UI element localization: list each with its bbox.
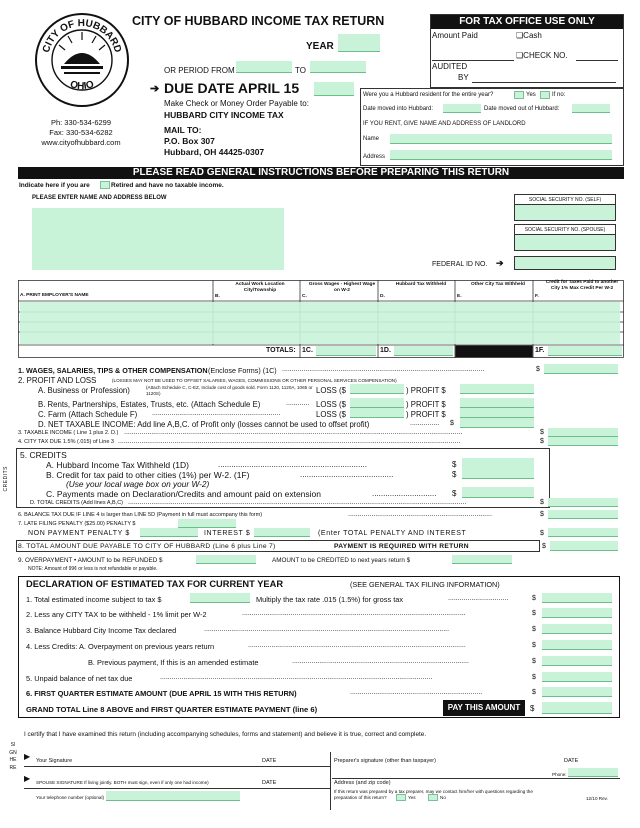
total-1c-field[interactable] [316, 346, 376, 356]
period-from-field[interactable] [236, 61, 292, 73]
arrow-icon: ➔ [150, 83, 160, 95]
declaration-line-4a-field[interactable] [542, 640, 612, 650]
name-address-label: PLEASE ENTER NAME AND ADDRESS BELOW [32, 195, 167, 201]
audited-label: AUDITED [432, 62, 468, 71]
line-2a-profit-field[interactable] [460, 384, 534, 394]
sign-here-label: SIGN HERE [9, 742, 17, 771]
total-1c-label: 1C. [302, 347, 313, 354]
line-2c-profit-label: ) PROFIT $ [406, 410, 446, 419]
line-5c-field[interactable] [462, 487, 534, 498]
declaration-line-4b-label: B. Previous payment, If this is an amended estimate [88, 658, 259, 667]
declaration-line-6-label: 6. FIRST QUARTER ESTIMATE AMOUNT (DUE APRIL 15 WITH THIS RETURN) [26, 689, 297, 698]
col-hubbard-withheld: Hubbard Tax Withheld [395, 282, 447, 287]
line-2c-profit-field[interactable] [460, 408, 534, 418]
employer-table [18, 280, 624, 358]
col-credit-other-city: Credit for Taxes Paid to another City 1% Max Credit Per W-2 [545, 280, 619, 291]
declaration-line-4b-field[interactable] [542, 656, 612, 666]
contact-no-label: No [440, 795, 446, 800]
line-4-field[interactable] [548, 437, 618, 446]
line-7-field[interactable] [548, 528, 618, 537]
line-5-label: 5. CREDITS [20, 450, 67, 460]
your-signature-date-label: DATE [262, 758, 277, 764]
preparer-phone-field[interactable] [568, 768, 618, 777]
line-2a-loss-label: LOSS ($ [316, 386, 346, 395]
credits-side-label: CREDITS [3, 466, 9, 492]
declaration-income-field[interactable] [190, 593, 250, 603]
line-2d-field[interactable] [460, 418, 534, 428]
landlord-name-label: Name [363, 136, 380, 142]
mail-to: MAIL TO: [164, 125, 202, 135]
col-other-city-withheld: Other City Tax Withheld [471, 282, 525, 287]
line-6-label: 6. BALANCE TAX DUE IF LINE 4 is larger than LINE 5D (Payment in full must accompany this form) [18, 512, 263, 518]
declaration-line-5-field[interactable] [542, 672, 612, 682]
period-from-label: OR PERIOD FROM [164, 66, 235, 75]
declaration-line-2-field[interactable] [542, 608, 612, 618]
total-1d-field[interactable] [394, 346, 453, 356]
preparer-phone-label: Phone: [552, 772, 567, 777]
line-8-field[interactable] [550, 541, 618, 551]
moved-out-field[interactable] [572, 104, 610, 113]
federal-id-field[interactable] [514, 256, 616, 270]
contact-yes-label: Yes [408, 795, 416, 800]
line-8-label: 8. TOTAL AMOUNT DUE PAYABLE TO CITY OF HUBBARD (Line 6 plus Line 7) [18, 543, 276, 550]
line-7c-label: INTEREST $ [204, 530, 251, 537]
ssn-spouse-label: SOCIAL SECURITY NO. (SPOUSE) [514, 224, 616, 235]
non-payment-penalty-field[interactable] [140, 528, 198, 537]
retired-prefix: Indicate here if you are [19, 182, 90, 189]
total-1f-label: 1F. [535, 347, 545, 354]
landlord-address-field[interactable] [390, 150, 612, 160]
contact-yes-checkbox[interactable] [396, 794, 406, 801]
declaration-ref: (SEE GENERAL TAX FILING INFORMATION) [350, 580, 500, 589]
totals-label: TOTALS: [266, 347, 296, 354]
line-2b-profit-field[interactable] [460, 398, 534, 408]
line-2b-profit-label: ) PROFIT $ [406, 400, 446, 409]
fax-number: Fax: 330-534-6282 [49, 128, 113, 137]
year-field[interactable] [338, 34, 380, 52]
credit-next-year-field[interactable] [452, 555, 512, 564]
landlord-address-label: Address [363, 154, 386, 160]
line-1-note: (Enclose Forms) (1C) [208, 366, 277, 375]
line-2c-loss-field[interactable] [350, 408, 404, 418]
col-b-letter: B. [215, 294, 220, 299]
col-c-letter: C. [302, 294, 307, 299]
due-date-field[interactable] [314, 82, 354, 96]
line-2a-loss-field[interactable] [350, 384, 404, 394]
line-3-label: 3. TAXABLE INCOME ( Line 1 plus 2. D.) [18, 430, 119, 436]
svg-text:CITY OF HUBBARD: CITY OF HUBBARD [40, 17, 124, 54]
grand-total-field[interactable] [542, 702, 612, 714]
resident-no-checkbox[interactable] [540, 91, 550, 99]
declaration-line-3-field[interactable] [542, 624, 612, 634]
col-gross-wages: Gross Wages - Highest Wage on W-2 [308, 282, 376, 293]
interest-field[interactable] [254, 528, 310, 537]
resident-yes-checkbox[interactable] [514, 91, 524, 99]
line-9-label: 9. OVERPAYMENT • AMOUNT to be REFUNDED $ [18, 557, 163, 564]
line-2a-profit-label: ) PROFIT $ [406, 386, 446, 395]
declaration-line-1-label: 1. Total estimated income subject to tax $ [26, 595, 162, 604]
resident-yes-label: Yes [526, 92, 536, 98]
declaration-line-2-label: 2. Less any CITY TAX to be withheld - 1% limit per W-2 [26, 610, 207, 619]
declaration-line-6-field[interactable] [542, 687, 612, 697]
preparer-address-label: Address (and zip code) [334, 780, 391, 786]
may-contact-label: If this return was prepared by a tax preparer, may we contact him/her with questions regarding the preparation of this return? [334, 789, 533, 800]
retired-checkbox[interactable] [100, 181, 110, 189]
period-to-field[interactable] [310, 61, 366, 73]
city-seal [34, 12, 130, 108]
spouse-signature-label: SPOUSE SIGNATURE If living jointly. BOTH must sign, even if only one had income) [36, 780, 209, 785]
instructions-banner: PLEASE READ GENERAL INSTRUCTIONS BEFORE PREPARING THIS RETURN [18, 167, 624, 179]
employer-rows-field[interactable] [20, 302, 620, 344]
line-5c-label: C. Payments made on Declaration/Credits and amount paid on extension [46, 489, 321, 499]
col-d-letter: D. [380, 294, 385, 299]
po-box: P.O. Box 307 [164, 136, 215, 146]
late-filing-penalty-field[interactable] [178, 519, 236, 528]
moved-into-label: Date moved into Hubbard: [363, 106, 434, 112]
payable-to: Make Check or Money Order Payable to: [164, 99, 309, 108]
office-title: FOR TAX OFFICE USE ONLY [431, 15, 623, 29]
arrow-right-icon: ➔ [496, 258, 504, 268]
line-1-label: 1. WAGES, SALARIES, TIPS & OTHER COMPENSATION [18, 366, 208, 375]
total-1f-field[interactable] [548, 346, 622, 356]
declaration-line-1-field[interactable] [542, 593, 612, 603]
line-9-note: NOTE: Amount of 99¢ or less is not refundable or payable. [28, 566, 158, 572]
line-2c-label: C. Farm (Attach Schedule F) [38, 410, 138, 419]
audited-by-label: BY [458, 73, 469, 82]
revision-label: 12/10 Rev. [586, 796, 608, 801]
line-2a-note: (Attach Schedule C, C-EZ, Include cost of goods sold. Form 1120, 1120A, 1065 or 1120S) [146, 385, 313, 396]
cash-checkbox[interactable]: ❏Cash [516, 31, 542, 40]
line-5b-note: (Use your local wage box on your W-2) [66, 479, 210, 489]
line-5b-label: B. Credit for tax paid to other cities (1%) per W-2. (1F) [46, 470, 250, 480]
contact-no-checkbox[interactable] [428, 794, 438, 801]
page-title: CITY OF HUBBARD INCOME TAX RETURN [132, 14, 385, 28]
preparer-date-label: DATE [564, 758, 579, 764]
line-5b-field[interactable] [462, 468, 534, 479]
check-no-checkbox[interactable]: ❏CHECK NO. [516, 51, 568, 60]
line-7d-label: (Enter TOTAL PENALTY AND INTEREST [318, 530, 467, 537]
line-5d-label: D. TOTAL CREDITS (Add lines A,B,C) [30, 500, 124, 506]
line-2-note: (LOSSES MAY NOT BE USED TO OFFSET SALARIES, WAGES, COMMISSIONS OR OTHER PERSONAL SERVICES COMPENSATION) [112, 378, 397, 383]
resident-question: Were you a Hubbard resident for the entire year? [363, 92, 494, 98]
phone-optional-label: Your telephone number (optional) [36, 795, 105, 800]
website: www.cityofhubbard.com [41, 138, 121, 147]
line-5a-label: A. Hubbard Income Tax Withheld (1D) [46, 460, 189, 470]
line-3-field[interactable] [548, 428, 618, 437]
declaration-line-1b-label: Multiply the tax rate .015 (1.5%) for gross tax [256, 595, 404, 604]
line-2-label: 2. PROFIT AND LOSS [18, 376, 97, 385]
sign-arrow-icon: ▶ [24, 752, 31, 761]
name-address-field[interactable] [32, 208, 284, 270]
your-signature-field[interactable] [36, 744, 256, 756]
line-9b-label: AMOUNT to be CREDITED to next years return $ [272, 557, 411, 564]
contact-info [20, 118, 142, 148]
line-2b-label: B. Rents, Partnerships, Estates, Trusts, etc. (Attach Schedule E) [38, 400, 261, 409]
declaration-line-3-label: 3. Balance Hubbard City Income Tax declared [26, 626, 177, 635]
amount-paid-label: Amount Paid [432, 31, 478, 40]
line-7b-label: NON PAYMENT PENALTY $ [28, 530, 130, 537]
due-date: DUE DATE APRIL 15 [164, 80, 300, 96]
federal-id-label: FEDERAL ID NO. [432, 261, 488, 268]
period-to-label: TO [295, 66, 306, 75]
total-1d-label: 1D. [380, 347, 391, 354]
line-2a-label: A. Business or Profession) [38, 386, 130, 395]
city-zip: Hubbard, OH 44425-0307 [164, 147, 265, 157]
moved-into-field[interactable] [443, 104, 481, 113]
declaration-line-5-label: 5. Unpaid balance of net tax due [26, 674, 133, 683]
col-employer-name: A. PRINT EMPLOYER'S NAME [20, 293, 89, 298]
refund-field[interactable] [196, 555, 256, 564]
declaration-title: DECLARATION OF ESTIMATED TAX FOR CURRENT YEAR [26, 579, 284, 589]
payee: HUBBARD CITY INCOME TAX [164, 110, 284, 120]
preparer-signature-label: Preparer's signature (other than taxpayer) [334, 758, 436, 764]
landlord-name-field[interactable] [390, 134, 612, 144]
line-4-label: 4. CITY TAX DUE 1.5% (.015) of Line 3 [18, 439, 114, 445]
declaration-line-4-label: 4. Less Credits: A. Overpayment on previous years return [26, 642, 215, 651]
line-2d-label: D. NET TAXABLE INCOME: Add line A,B,C. of Profit only (losses cannot be used to offset profit) [38, 420, 370, 429]
spouse-date-label: DATE [262, 780, 277, 786]
retired-suffix: Retired and have no taxable income. [111, 182, 224, 189]
line-8-bold: PAYMENT IS REQUIRED WITH RETURN [334, 543, 469, 550]
pay-this-amount-label: PAY THIS AMOUNT [443, 700, 525, 716]
col-f-letter: F. [535, 294, 539, 299]
resident-no-label: If no: [552, 92, 566, 98]
col-work-location: Actual Work Location City/Township [235, 282, 285, 293]
moved-out-label: Date moved out of Hubbard: [484, 106, 560, 112]
line-2b-loss-field[interactable] [350, 398, 404, 408]
spouse-sign-arrow-icon: ▶ [24, 774, 31, 783]
ssn-spouse-field[interactable] [514, 235, 616, 251]
line-2c-loss-label: LOSS ($ [316, 410, 346, 419]
line-6-field[interactable] [548, 510, 618, 519]
ssn-self-label: SOCIAL SECURITY NO. (SELF) [514, 194, 616, 205]
line-2b-loss-label: LOSS ($ [316, 400, 346, 409]
landlord-label: IF YOU RENT, GIVE NAME AND ADDRESS OF LANDLORD [363, 121, 526, 127]
col-e-letter: E. [457, 294, 462, 299]
line-5d-field[interactable] [548, 498, 618, 507]
svg-text:OHIO: OHIO [68, 78, 96, 93]
telephone-field[interactable] [106, 791, 240, 801]
phone-number: Ph: 330-534-6299 [50, 118, 112, 127]
certify-statement: I certify that I have examined this return (including accompanying schedules, forms and statement) and believe it is true, correct and complete. [24, 731, 427, 738]
ssn-self-field[interactable] [514, 205, 616, 221]
grand-total-label: GRAND TOTAL Line 8 ABOVE and FIRST QUARTER ESTIMATE PAYMENT (line 6) [26, 705, 318, 714]
line-7-label: 7. LATE FILING PENALTY ($25.00) PENALTY $ [18, 521, 136, 527]
year-label: YEAR [306, 41, 334, 52]
line-1-field[interactable] [544, 364, 618, 374]
your-signature-label: Your Signature [36, 758, 73, 764]
